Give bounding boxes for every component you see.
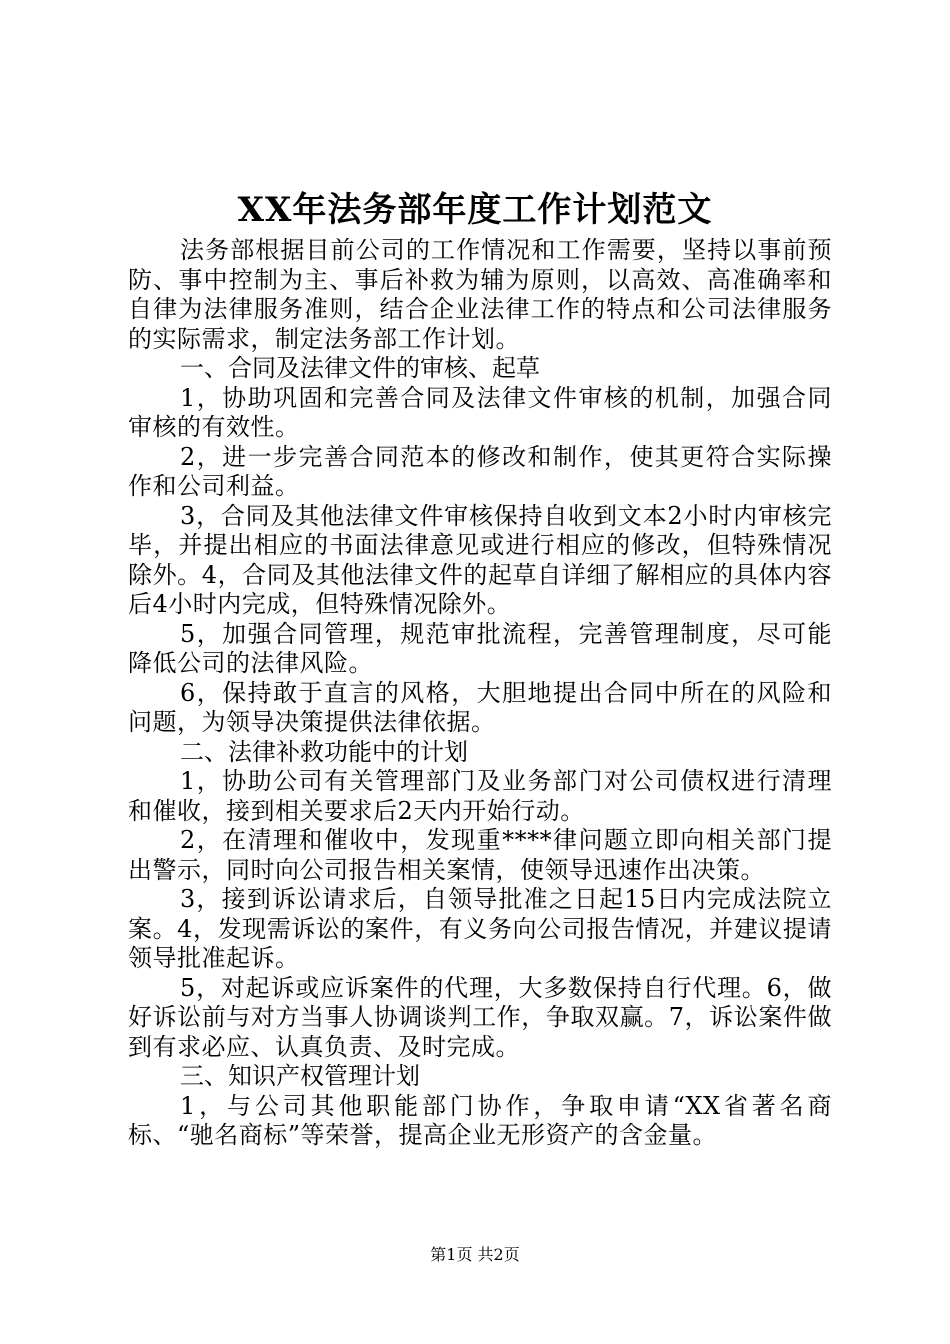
section-heading-2: 二、法律补救功能中的计划	[180, 737, 468, 766]
page-number-footer: 第1页 共2页	[430, 1245, 520, 1264]
paragraph-intro: 法务部根据目前公司的工作情况和工作需要，坚持以事前预防、事中控制为主、事后补救为辅为原则，以高效、高准确率和自律为法律服务准则，结合企业法律工作的特点和公司法律服务的实际需求，制定法务部工作计划。	[128, 236, 832, 353]
paragraph: 5，加强合同管理，规范审批流程，完善管理制度，尽可能降低公司的法律风险。	[128, 619, 832, 677]
paragraph: 3，合同及其他法律文件审核保持自收到文本2小时内审核完毕，并提出相应的书面法律意见或进行相应的修改，但特殊情况除外。4，合同及其他法律文件的起草自详细了解相应的具体内容后4小时内完成，但特殊情况除外。	[128, 501, 832, 618]
document-title: XX年法务部年度工作计划范文	[237, 190, 713, 230]
paragraph: 1，协助巩固和完善合同及法律文件审核的机制，加强合同审核的有效性。	[128, 383, 832, 441]
section-heading-3: 三、知识产权管理计划	[180, 1062, 420, 1090]
paragraph: 2，进一步完善合同范本的修改和制作，使其更符合实际操作和公司利益。	[128, 442, 832, 500]
paragraph: 6，保持敢于直言的风格，大胆地提出合同中所在的风险和问题，为领导决策提供法律依据。	[128, 678, 832, 736]
paragraph: 3，接到诉讼请求后，自领导批准之日起15日内完成法院立案。4，发现需诉讼的案件，有义务向公司报告情况，并建议提请领导批准起诉。	[128, 885, 832, 972]
paragraph: 1，协助公司有关管理部门及业务部门对公司债权进行清理和催收，接到相关要求后2天内开始行动。	[128, 767, 832, 825]
section-heading-1: 一、合同及法律文件的审核、起草	[180, 354, 540, 382]
paragraph: 2，在清理和催收中，发现重****律问题立即向相关部门提出警示，同时向公司报告相关案情，使领导迅速作出决策。	[128, 826, 832, 884]
paragraph: 1，与公司其他职能部门协作，争取申请“XX省著名商标、“驰名商标”等荣誉，提高企业无形资产的含金量。	[128, 1091, 832, 1149]
document-body	[128, 236, 832, 1151]
paragraph: 5，对起诉或应诉案件的代理，大多数保持自行代理。6，做好诉讼前与对方当事人协调谈判工作，争取双赢。7，诉讼案件做到有求必应、认真负责、及时完成。	[128, 973, 832, 1061]
